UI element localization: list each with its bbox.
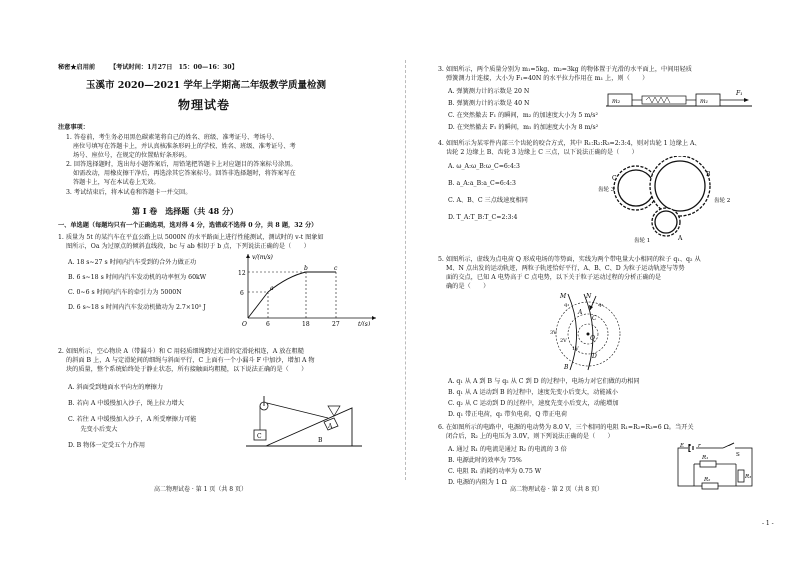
q2-stem: 2. 如图所示，空心物块 A（带漏斗）和 C 用轻质细绳跨过光滑的定滑轮相连，A 放在粗糙 xyxy=(58,348,304,355)
q4-point-a: A xyxy=(678,235,683,242)
q6-label-r1: R₁ xyxy=(702,455,709,461)
q1-point-b: b xyxy=(304,265,308,272)
q3-stem: 3. 如图所示，两个质量分别为 m₁=5kg、m₂=3kg 的物体置于光滑的水平面上，中间用轻质 xyxy=(438,66,692,73)
q5-label-1v: 1V xyxy=(572,346,579,352)
q5-label-3v: 3V xyxy=(550,330,557,336)
q5-label-b: B xyxy=(564,364,569,371)
q5-label-c: C xyxy=(592,315,597,322)
q1-option-b: B. 6 s~18 s 时间内汽车发动机的功率恒为 60kW xyxy=(68,274,207,281)
note-line: 3. 考试结束后，将本试卷和答题卡一并交回。 xyxy=(66,189,192,196)
footer-left: 高二物理试卷 · 第 1 页（共 8 页） xyxy=(154,486,247,493)
note-line: 2. 回答选择题时，选出每小题答案后，用铅笔把答题卡上对应题目的答案标号涂黑。 xyxy=(66,161,297,168)
q2-label-a: A xyxy=(328,423,333,430)
q2-option-b: B. 若向 A 中缓慢加入沙子，绳上拉力增大 xyxy=(68,400,184,407)
q1-xlabel: t/(s) xyxy=(358,321,371,326)
q5-label-n: N xyxy=(586,293,592,300)
note-line: 座位号填写在答题卡上，并认真核准条形码上的学校、姓名、班级、准考证号、考 xyxy=(73,143,296,150)
q4-option-b: B. a_A:a_B:a_C=6:4:3 xyxy=(448,180,516,187)
q6-option-b: B. 电源此时的效率为 75% xyxy=(448,457,522,464)
q2-option-c-cont: 先变小后变大 xyxy=(68,426,118,433)
q5-field-diagram xyxy=(526,290,676,372)
section-title: 第 Ⅰ 卷 选择题（共 48 分） xyxy=(132,206,239,216)
paper-title: 物理试卷 xyxy=(178,98,231,112)
q6-option-d: D. 电源的内阻为 1 Ω xyxy=(448,479,507,486)
q1-x-tick: 6 xyxy=(266,321,270,326)
note-line: 如需改动，用橡皮擦干净后，再选涂其它答案标号。回答非选择题时，将答案写在 xyxy=(73,170,296,177)
q3-label-m1: m₁ xyxy=(700,98,709,105)
q1-y-tick: 12 xyxy=(238,270,246,277)
q4-point-c: C xyxy=(612,175,617,182)
q6-label-s: S xyxy=(736,452,740,458)
page-divider xyxy=(405,60,406,480)
right-page xyxy=(438,0,760,561)
q6-option-a: A. 通过 R₁ 的电流是通过 R₂ 的电流的 3 倍 xyxy=(448,446,567,453)
q2-stem: 的斜面 B 上，A 与定滑轮间的细绳与斜面平行，C 上面有一个小漏斗 F 中加沙，增加 A 物 xyxy=(66,357,315,364)
q6-label-r: r xyxy=(698,443,701,449)
q3-stem: 弹簧测力计连接，大小为 F₁=40N 的水平拉力作用在 m₁ 上，则（ ） xyxy=(446,75,649,82)
q5-stem: M、N 点出发的运动轨迹，两粒子轨迹恰好平行，A、B、C、D 为粒子运动轨迹与等势 xyxy=(446,265,685,272)
q5-label-q: Q xyxy=(590,335,595,342)
q6-option-c: C. 电阻 R₁ 消耗的功率为 0.75 W xyxy=(448,468,542,475)
q6-label-r2: R₂ xyxy=(704,477,711,483)
note-line: 1. 答卷前，考生务必用黑色碳素笔将自己的姓名、班级、准考证号、考场号、 xyxy=(66,134,279,141)
q1-vt-graph xyxy=(238,250,380,326)
q3-option-b: B. 弹簧测力计的示数是 40 N xyxy=(448,100,530,107)
q1-stem: 1. 质量为 5t 的某汽车在平直公路上以 5000N 的水平路面上进行性能测试，测试时的 v-t 图象如 xyxy=(58,234,324,241)
q5-option-a: A. q₁ 从 A 到 B 与 q₂ 从 C 到 D 的过程中，电场力对它们做的功相同 xyxy=(448,378,640,385)
q2-option-c: C. 若往 A 中缓慢加入沙子，A 所受摩擦力可能 xyxy=(68,416,197,423)
q5-option-d: D. q₁ 带正电荷，q₂ 带负电荷，Q 带正电荷 xyxy=(448,411,568,418)
exam-time: 【考试时间：1月27日 15：00—16：30】 xyxy=(110,64,238,71)
q2-incline-diagram xyxy=(244,392,364,450)
q4-point-b: B xyxy=(706,171,711,178)
school-title: 玉溪市 2020—2021 学年上学期高二年级教学质量检测 xyxy=(86,80,326,91)
q5-label-q1: q₁ xyxy=(564,302,570,308)
q1-point-c: c xyxy=(334,265,338,272)
q2-option-d: D. B 物体一定受五个力作用 xyxy=(68,442,146,449)
q3-spring-diagram xyxy=(606,86,756,110)
q6-circuit-diagram xyxy=(674,442,756,490)
q2-label-b: B xyxy=(318,437,323,444)
q1-x-tick: 27 xyxy=(332,321,340,326)
q4-stem: 4. 如图所示为某零件内部三个齿轮的咬合方式，其中 R₁:R₂:R₃=2:3:4，则对齿轮 1 边缘上 A、 xyxy=(438,140,701,147)
secret-label: 秘密★启用前 xyxy=(58,64,96,71)
footer-right: 高二物理试卷 · 第 2 页（共 8 页） xyxy=(510,486,603,493)
q1-point-a: a xyxy=(270,285,274,292)
section-sub: 一、单选题（每题均只有一个正确选项，选对得 4 分，选错或不选得 0 分，共 8 题，32 分） xyxy=(58,222,318,229)
q4-label-gear2: 齿轮 2 xyxy=(714,198,731,204)
q3-label-f1: F₁ xyxy=(736,90,743,97)
q1-ylabel: v/(m/s) xyxy=(252,254,273,261)
q3-option-d: D. 在突然撤去 F₁ 的瞬间，m₁ 的加速度大小为 8 m/s² xyxy=(448,124,599,131)
left-page xyxy=(58,0,380,561)
q6-stem: 闭合后，R₂ 上的电压为 3.0V，则下列说法正确的是（ ） xyxy=(446,433,614,440)
q6-label-r3: R₃ xyxy=(745,474,752,480)
q5-label-2v: 2V xyxy=(560,338,567,344)
q4-option-d: D. T_A:T_B:T_C=2:3:4 xyxy=(448,214,518,221)
q2-option-a: A. 斜面受到地面水平向左的摩擦力 xyxy=(68,384,164,391)
q1-y-tick: 6 xyxy=(240,290,244,297)
q5-option-b: B. q₁ 从 A 运动到 B 的过程中，速度先变小后变大，动能减小 xyxy=(448,389,618,396)
q1-origin: O xyxy=(242,321,247,326)
q5-stem: 面的交点，已知 A 电势高于 C 点电势，以下关于粒子运动过程的分析正确的是 xyxy=(446,274,662,281)
q1-x-tick: 18 xyxy=(302,321,310,326)
q1-option-c: C. 0~6 s 时间内汽车的牵引力为 5000N xyxy=(68,289,182,296)
q4-label-gear3: 齿轮 3 xyxy=(598,187,615,193)
q5-option-c: C. q₂ 从 C 运动到 D 的过程中，速度先变小后变大，动能增加 xyxy=(448,400,619,407)
q5-label-q2: q₂ xyxy=(598,302,604,308)
q5-label-a: A xyxy=(578,309,583,316)
q3-label-m2: m₂ xyxy=(612,98,621,105)
note-line: 答题卡上，写在本试卷上无效。 xyxy=(73,179,160,186)
q4-gears-diagram xyxy=(594,156,744,246)
q5-label-m: M xyxy=(560,293,567,300)
q1-option-a: A. 18 s~27 s 时间内汽车受到的合外力做正功 xyxy=(68,259,197,266)
q6-label-e: E xyxy=(680,443,685,449)
q2-label-c: C xyxy=(257,433,262,440)
page-mark: - 1 - xyxy=(762,520,774,527)
q4-option-a: A. ω_A:ω_B:ω_C=6:4:3 xyxy=(448,163,520,170)
q4-stem: 齿轮 2 边缘上 B、齿轮 3 边缘上 C 三点，以下说法正确的是（ ） xyxy=(446,149,638,156)
q6-stem: 6. 在如图所示的电路中，电源的电动势为 8.0 V，三个相同的电阻 R₁=R₂=R₃=6 Ω。当开关 xyxy=(438,424,694,431)
q1-option-d: D. 6 s~18 s 时间内汽车发动机做功为 2.7×10⁵ J xyxy=(68,304,206,311)
q5-label-d: D xyxy=(592,353,597,360)
q5-stem: 确的是（ ） xyxy=(446,283,490,290)
notes-heading: 注意事项： xyxy=(58,124,89,131)
note-line: 场号、座位号，在规定的位置贴好条形码。 xyxy=(73,152,191,159)
q2-stem: 块的质量，整个系统始终处于静止状态，所有接触面均粗糙，以下说法正确的是（ ） xyxy=(66,366,308,373)
q1-stem: 图所示，Oa 为过原点的倾斜直线段，bc 与 ab 相切于 b 点，下列说法正确的是（ ） xyxy=(66,243,310,250)
q3-option-a: A. 弹簧测力计的示数是 20 N xyxy=(448,88,530,95)
q5-stem: 5. 如图所示，虚线为点电荷 Q 形成电场的等势面，实线为两个带电量大小相同的粒子 q₁、q₂ 从 xyxy=(438,256,701,263)
q3-option-c: C. 在突然撤去 F₁ 的瞬间，m₂ 的加速度大小为 5 m/s² xyxy=(448,112,598,119)
q4-label-gear1: 齿轮 1 xyxy=(634,238,651,244)
q4-option-c: C. A、B、C 三点线速度相同 xyxy=(448,197,528,204)
